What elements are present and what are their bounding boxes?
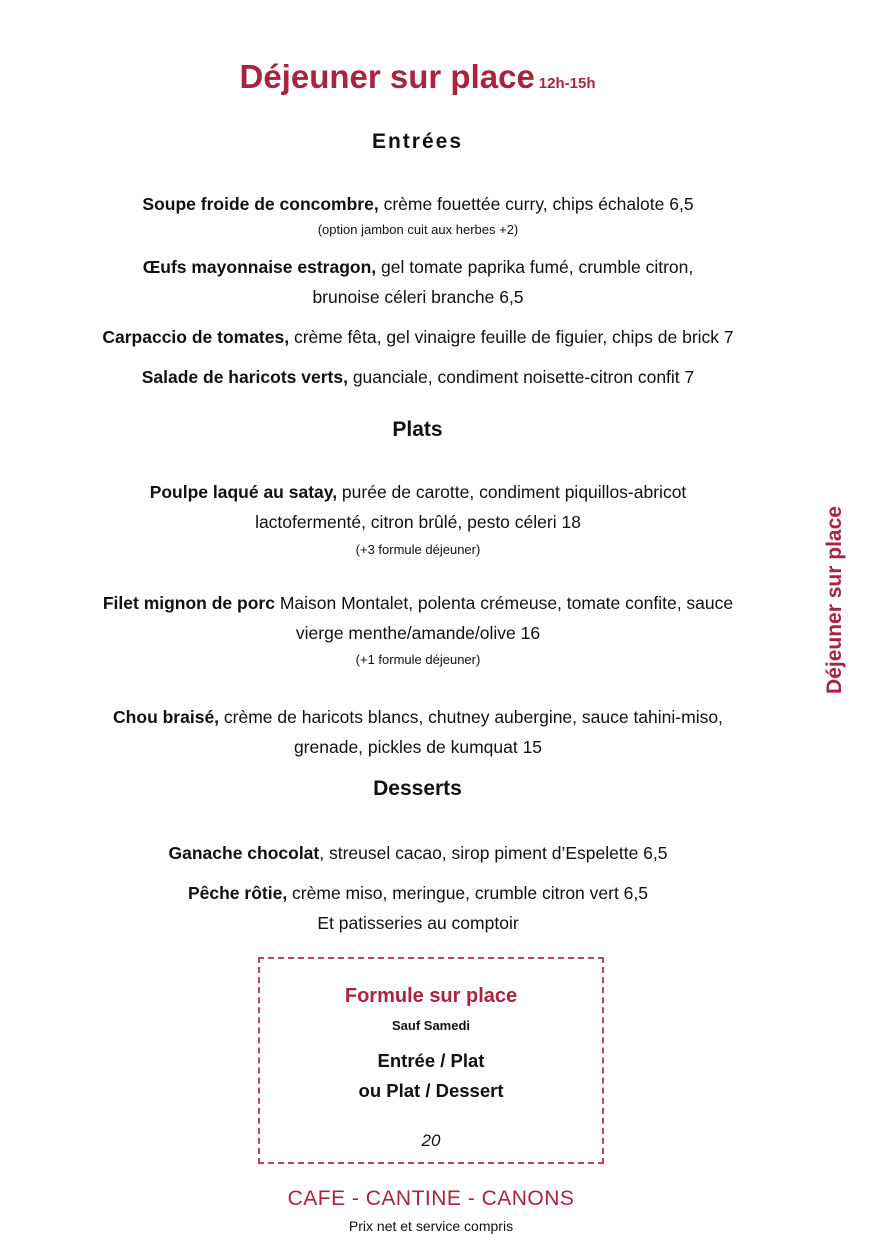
dish-description-line2: vierge menthe/amande/olive 16 xyxy=(295,623,541,643)
dish-name: Carpaccio de tomates, xyxy=(102,327,290,347)
menu-item-chou xyxy=(18,702,818,762)
dish-name: Filet mignon de porc xyxy=(102,593,275,613)
dish-name: Salade de haricots verts, xyxy=(141,367,348,387)
menu-item-peche xyxy=(18,878,818,938)
menu-item-filet-mignon xyxy=(18,588,818,648)
dish-name: Œufs mayonnaise estragon, xyxy=(142,257,377,277)
formule-subtitle: Sauf Samedi xyxy=(391,1018,471,1033)
dish-description: guanciale, condiment noisette-citron confit 7 xyxy=(347,367,695,387)
dish-note: (option jambon cuit aux herbes +2) xyxy=(317,222,519,237)
dish-name: Soupe froide de concombre, xyxy=(142,194,379,214)
menu-item-soupe xyxy=(18,189,818,219)
dish-name: Ganache chocolat xyxy=(168,843,320,863)
footer-note: Prix net et service compris xyxy=(348,1218,514,1234)
footer-brand: CAFE - CANTINE - CANONS xyxy=(287,1187,575,1210)
menu-item-salade xyxy=(18,362,818,392)
dish-note: (+1 formule déjeuner) xyxy=(355,652,481,667)
dish-description: crème fouettée curry, chips échalote 6,5 xyxy=(378,194,694,214)
dish-description: gel tomate paprika fumé, crumble citron, xyxy=(376,257,694,277)
dish-description: crème de haricots blancs, chutney aubergine, sauce tahini-miso, xyxy=(219,707,723,727)
page-header xyxy=(0,58,835,96)
service-hours: 12h-15h xyxy=(538,75,596,92)
formule-price: 20 xyxy=(421,1131,441,1150)
dish-name: Pêche rôtie, xyxy=(187,883,288,903)
menu-item-poulpe xyxy=(18,477,818,537)
section-heading-entrees: Entrées xyxy=(371,130,464,153)
dish-description-line2: grenade, pickles de kumquat 15 xyxy=(293,737,543,757)
dish-description: , streusel cacao, sirop piment d’Espelette 6,5 xyxy=(319,843,668,863)
dish-description-line2: brunoise céleri branche 6,5 xyxy=(312,287,524,307)
page-title: Déjeuner sur place xyxy=(239,58,535,95)
dish-description-line2: lactofermenté, citron brûlé, pesto céleri 18 xyxy=(255,512,581,532)
section-heading-plats: Plats xyxy=(392,418,443,441)
formule-line-2: ou Plat / Dessert xyxy=(358,1080,504,1101)
formule-line-1: Entrée / Plat xyxy=(377,1050,485,1071)
dish-description: crème fêta, gel vinaigre feuille de figuier, chips de brick 7 xyxy=(289,327,734,347)
menu-item-oeufs xyxy=(18,252,818,312)
section-heading-desserts: Desserts xyxy=(373,777,462,800)
menu-item-ganache xyxy=(18,838,818,868)
dish-description: crème miso, meringue, crumble citron vert 6,5 xyxy=(287,883,649,903)
dish-description-line2: Et patisseries au comptoir xyxy=(317,913,519,933)
formule-box xyxy=(258,957,604,1164)
dish-description: purée de carotte, condiment piquillos-abricot xyxy=(337,482,687,502)
dish-note: (+3 formule déjeuner) xyxy=(355,542,481,557)
formule-title: Formule sur place xyxy=(344,985,518,1007)
side-label: Déjeuner sur place xyxy=(823,506,846,694)
menu-item-carpaccio xyxy=(18,322,818,352)
dish-name: Chou braisé, xyxy=(113,707,220,727)
dish-name: Poulpe laqué au satay, xyxy=(149,482,338,502)
dish-description: Maison Montalet, polenta crémeuse, tomate confite, sauce xyxy=(274,593,734,613)
